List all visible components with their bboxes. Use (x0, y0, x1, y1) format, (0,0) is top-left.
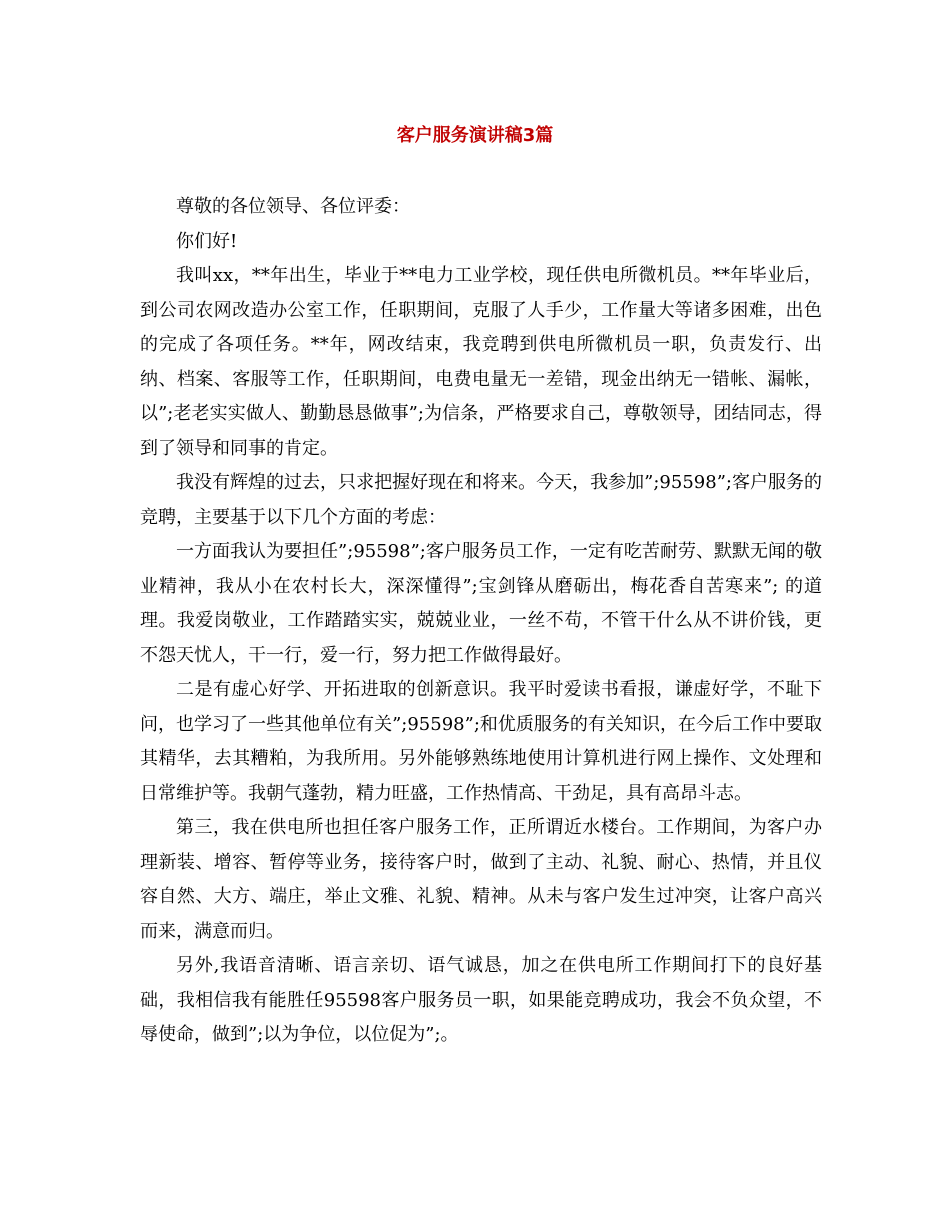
paragraph-point-three: 第三，我在供电所也担任客户服务工作，正所谓近水楼台。工作期间，为客户办理新装、增容、暂停等业务，接待客户时，做到了主动、礼貌、耐心、热情，并且仪容自然、大方、端庄，举止文雅、礼貌、精神。从未与客户发生过冲突，让客户高兴而来，满意而归。 (140, 817, 822, 942)
paragraph-introduction: 我叫xx，**年出生，毕业于**电力工业学校，现任供电所微机员。**年毕业后，到公司农网改造办公室工作，任职期间，克服了人手少，工作量大等诸多困难，出色的完成了各项任务。**年，网改结束，我竞聘到供电所微机员一职，负责发行、出纳、档案、客服等工作，任职期间，电费电量无一差错，现金出纳无一错帐、漏帐，以”;老老实实做人、勤勤恳恳做事”;为信条，严格要求自己，尊敬领导，团结同志，得到了领导和同事的肯定。 (140, 265, 822, 459)
paragraph-point-two: 二是有虚心好学、开拓进取的创新意识。我平时爱读书看报，谦虚好学，不耻下问，也学习了一些其他单位有关”;95598”;和优质服务的有关知识，在今后工作中要取其精华，去其糟粕，为我所用。另外能够熟练地使用计算机进行网上操作、文处理和日常维护等。我朝气蓬勃，精力旺盛，工作热情高、干劲足，具有高昂斗志。 (140, 679, 822, 804)
paragraph-conclusion: 另外,我语音清晰、语言亲切、语气诚恳，加之在供电所工作期间打下的良好基础，我相信我有能胜任95598客户服务员一职，如果能竞聘成功，我会不负众望，不辱使命，做到”;以为争位，以位促为”;。 (140, 955, 822, 1045)
paragraph-salutation: 尊敬的各位领导、各位评委： (176, 196, 410, 217)
paragraph-point-one: 一方面我认为要担任”;95598”;客户服务员工作，一定有吃苦耐劳、默默无闻的敬业精神，我从小在农村长大，深深懂得”;宝剑锋从磨砺出，梅花香自苦寒来”; 的道理。我爱岗敬业，工作踏踏实实，兢兢业业，一丝不苟，不管干什么从不讲价钱，更不怨天忧人，干一行，爱一行，努力把工作做得最好。 (140, 541, 822, 666)
paragraph-greeting: 你们好! (176, 230, 238, 252)
paragraph-motivation: 我没有辉煌的过去，只求把握好现在和将来。今天，我参加”;95598”;客户服务的竞聘，主要基于以下几个方面的考虑： (140, 472, 822, 528)
document-title: 客户服务演讲稿3篇 (396, 125, 554, 146)
document-body (140, 190, 822, 1053)
